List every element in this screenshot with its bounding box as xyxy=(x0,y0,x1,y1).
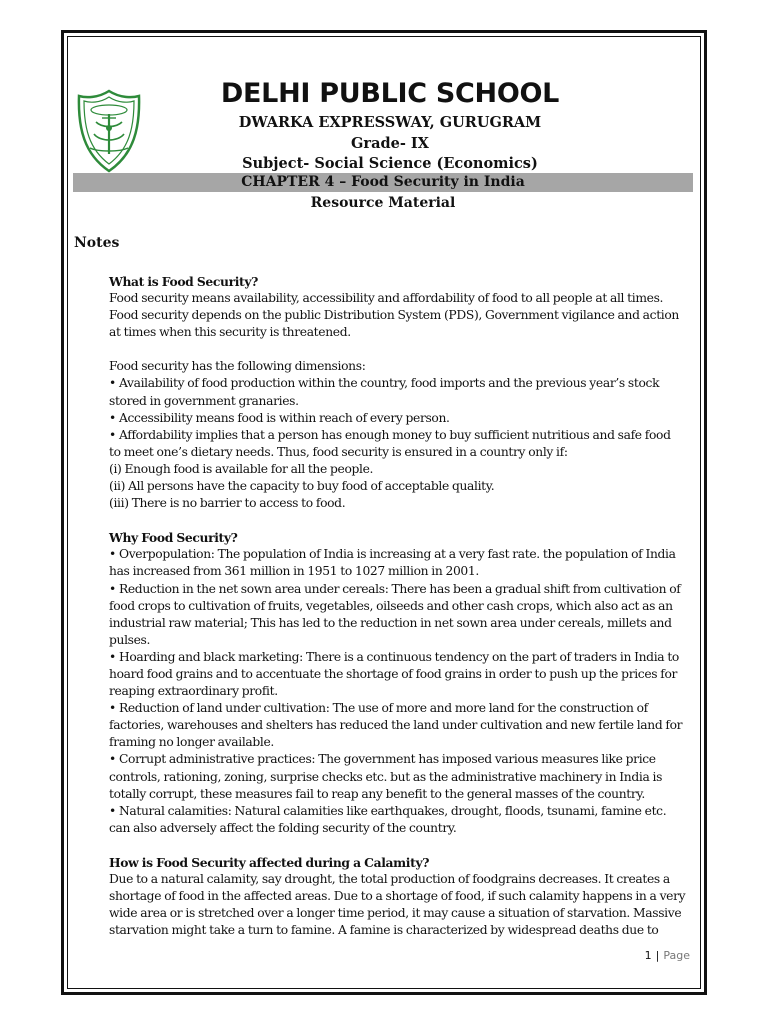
text-line: to meet one’s dietary needs. Thus, food security is ensured in a country only if: xyxy=(109,444,568,459)
text-line: shortage of food in the affected areas. Due to a shortage of food, if such calamity happens in a very xyxy=(109,889,686,904)
text-line: Food security has the following dimensions: xyxy=(109,359,366,374)
notes-heading: Notes xyxy=(74,235,120,251)
text-line: starvation might take a turn to famine. A famine is characterized by widespread deaths due to xyxy=(109,923,659,938)
school-crest-icon xyxy=(76,88,142,174)
text-line: • Accessibility means food is within reach of every person. xyxy=(109,410,450,425)
text-line: • Overpopulation: The population of India is increasing at a very fast rate. the population of India xyxy=(109,547,676,562)
text-line: (iii) There is no barrier to access to food. xyxy=(109,496,346,511)
text-line: • Reduction of land under cultivation: The use of more and more land for the construction of xyxy=(109,701,648,716)
text-line: Food security depends on the public Distribution System (PDS), Government vigilance and action xyxy=(109,308,680,323)
text-line: controls, rationing, zoning, surprise checks etc. but as the administrative machinery in India is xyxy=(109,769,663,784)
text-line: factories, warehouses and shelters has reduced the land under cultivation and new fertile land for xyxy=(109,718,683,733)
notes-body xyxy=(109,273,699,939)
school-location: DWARKA EXPRESSWAY, GURUGRAM xyxy=(238,114,542,131)
resource-material-label: Resource Material xyxy=(310,195,456,211)
subject-label: Subject- Social Science (Economics) xyxy=(242,155,538,172)
text-line: • Natural calamities: Natural calamities like earthquakes, drought, floods, tsunami, famine etc. xyxy=(109,803,667,818)
text-line: Food security means availability, accessibility and affordability of food to all people at all times. xyxy=(109,291,664,306)
text-line: industrial raw material; This has led to the reduction in net sown area under cereals, millets and xyxy=(109,615,672,630)
text-line: • Corrupt administrative practices: The government has imposed various measures like price xyxy=(109,752,656,767)
text-line: Due to a natural calamity, say drought, the total production of foodgrains decreases. It creates a xyxy=(109,872,670,886)
text-line: hoard food grains and to accentuate the shortage of food grains in order to push up the prices for xyxy=(109,666,678,681)
page-number: 1 xyxy=(644,949,652,962)
blank-line xyxy=(109,341,699,358)
grade-label: Grade- IX xyxy=(351,135,429,152)
footer-separator: | xyxy=(655,949,660,962)
text-line: stored in government granaries. xyxy=(109,393,299,408)
text-line: reaping extraordinary profit. xyxy=(109,684,278,699)
text-line: (i) Enough food is available for all the people. xyxy=(109,461,374,476)
text-line: • Hoarding and black marketing: There is a continuous tendency on the part of traders in India to xyxy=(109,649,679,664)
text-line: pulses. xyxy=(109,632,151,647)
section-heading: Why Food Security? xyxy=(109,530,238,546)
text-line: • Affordability implies that a person has enough money to buy sufficient nutritious and safe food xyxy=(109,427,671,442)
text-line: • Reduction in the net sown area under cereals: There has been a gradual shift from cultivation of xyxy=(109,581,681,596)
text-line: framing no longer available. xyxy=(109,735,274,750)
text-line: can also adversely affect the folding security of the country. xyxy=(109,820,457,835)
text-line: totally corrupt, these measures fail to reap any benefit to the general masses of the country. xyxy=(109,786,645,801)
text-line: at times when this security is threatened. xyxy=(109,325,351,340)
text-line: has increased from 361 million in 1951 to 1027 million in 2001. xyxy=(109,564,479,579)
section-heading: What is Food Security? xyxy=(109,274,259,289)
section-heading: How is Food Security affected during a Calamity? xyxy=(109,854,430,870)
page-footer xyxy=(645,949,690,962)
text-line: (ii) All persons have the capacity to buy food of acceptable quality. xyxy=(109,479,495,494)
school-name: DELHI PUBLIC SCHOOL xyxy=(220,78,560,109)
page-label: Page xyxy=(663,949,690,962)
chapter-title: CHAPTER 4 – Food Security in India xyxy=(241,174,525,190)
text-line: • Availability of food production within the country, food imports and the previous year’s stock xyxy=(109,376,660,391)
text-line: wide area or is stretched over a longer time period, it may cause a situation of starvation. Massive xyxy=(109,906,682,921)
text-line: food crops to cultivation of fruits, vegetables, oilseeds and other cash crops, which also act as an xyxy=(109,598,673,613)
blank-line xyxy=(109,837,699,854)
blank-line xyxy=(109,512,699,529)
